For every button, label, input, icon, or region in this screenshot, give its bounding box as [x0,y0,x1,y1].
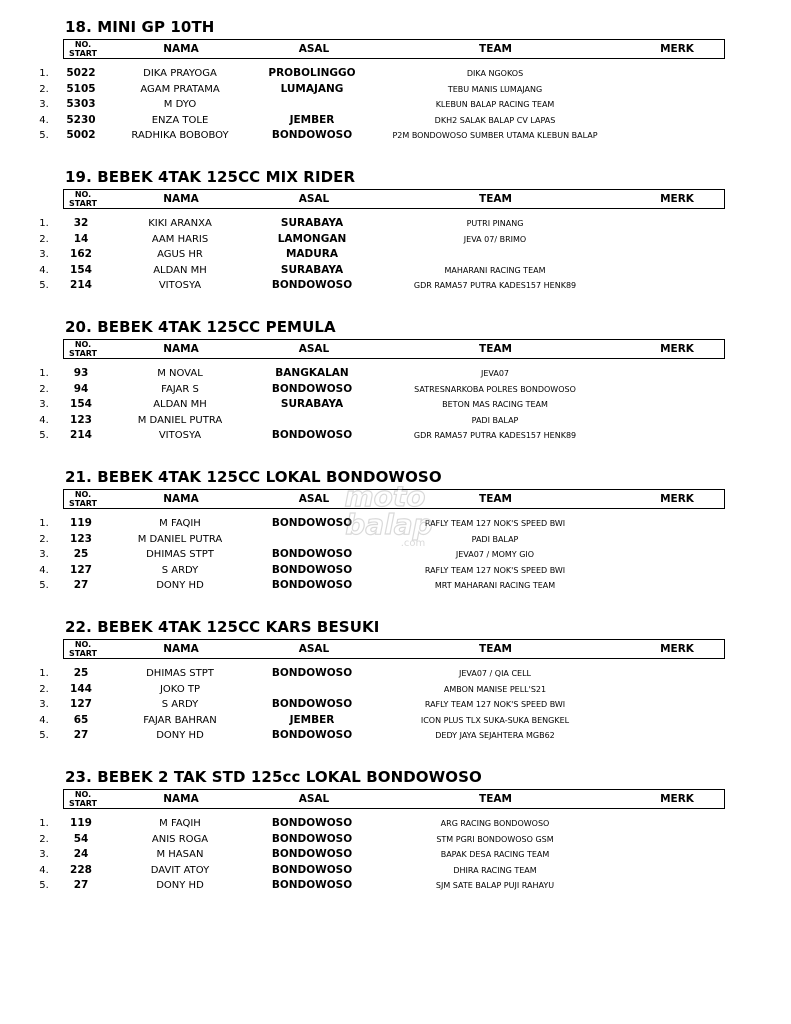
position-cell: 2. [39,383,49,395]
position-cell: 5. [39,130,49,142]
position-cell: 4. [39,414,49,426]
rider-name-cell: AGAM PRATAMA [140,83,220,95]
header-no-start: NO. START [68,40,98,58]
start-number-cell: 127 [70,698,92,711]
origin-cell: BONDOWOSO [271,817,353,829]
start-number-cell: 162 [70,248,92,261]
start-number-cell: 94 [73,382,89,395]
team-cell: P2M BONDOWOSO SUMBER UTAMA KLEBUN BALAP [392,131,598,141]
team-cell: TEBU MANIS LUMAJANG [447,84,543,94]
start-number-cell: 32 [73,217,89,229]
origin-cell: LAMONGAN [277,232,347,245]
header-asal: ASAL [298,43,330,55]
table-row [0,666,791,681]
rider-name-cell: DIKA PRAYOGA [143,68,217,79]
table-row [0,713,791,728]
start-number-cell: 65 [73,713,89,726]
header-no-start: NO. START [68,640,98,658]
team-cell: MRT MAHARANI RACING TEAM [434,581,556,591]
rider-name-cell: FAJAR BAHRAN [143,714,217,726]
start-number-cell: 154 [70,263,92,276]
table-row [0,682,791,697]
origin-cell: BONDOWOSO [271,382,353,395]
header-asal: ASAL [298,793,330,805]
header-asal: ASAL [298,493,330,505]
header-nama: NAMA [163,43,199,55]
race-section [0,467,791,607]
rider-name-cell: S ARDY [161,564,199,576]
header-merk: MERK [660,343,694,355]
table-row [0,397,791,412]
table-row [0,863,791,878]
table-header [63,789,725,809]
table-row [0,232,791,247]
start-number-cell: 144 [70,682,92,695]
header-nama: NAMA [163,643,199,655]
position-cell: 2. [39,533,49,545]
start-number-cell: 119 [70,817,92,829]
table-row [0,66,791,81]
table-row [0,878,791,893]
team-cell: SATRESNARKOBA POLRES BONDOWOSO [414,384,576,394]
header-team: TEAM [479,193,512,205]
position-cell: 1. [39,68,49,79]
rider-name-cell: ALDAN MH [153,264,207,276]
rider-name-cell: DONY HD [156,880,204,892]
origin-cell: BONDOWOSO [271,729,353,742]
rider-name-cell: M HASAN [156,849,204,861]
header-no-start: NO. START [68,790,98,808]
team-cell: BETON MAS RACING TEAM [442,400,548,410]
start-number-cell: 27 [73,879,89,892]
table-row [0,97,791,112]
position-cell: 4. [39,864,49,876]
origin-cell: BONDOWOSO [271,667,353,679]
position-cell: 2. [39,833,49,845]
position-cell: 4. [39,114,49,126]
section-title: 22. BEBEK 4TAK 125CC KARS BESUKI [65,618,380,636]
table-row [0,847,791,862]
team-cell: JEVA 07/ BRIMO [463,234,527,244]
rider-name-cell: M DANIEL PUTRA [137,414,223,426]
table-header [63,639,725,659]
header-asal: ASAL [298,193,330,205]
rider-name-cell: DHIMAS STPT [146,668,214,679]
start-number-cell: 123 [70,532,92,545]
origin-cell: BONDOWOSO [271,563,353,576]
origin-cell: MADURA [285,248,339,261]
header-team: TEAM [479,493,512,505]
section-title: 20. BEBEK 4TAK 125CC PEMULA [65,318,336,336]
team-cell: PADI BALAP [471,415,519,425]
rider-name-cell: DONY HD [156,580,204,592]
start-number-cell: 119 [70,517,92,529]
table-row [0,216,791,231]
section-title: 23. BEBEK 2 TAK STD 125cc LOKAL BONDOWOSO [65,768,482,786]
position-cell: 2. [39,83,49,95]
section-title: 21. BEBEK 4TAK 125CC LOKAL BONDOWOSO [65,468,442,486]
race-section [0,167,791,307]
origin-cell [252,413,372,428]
table-header [63,39,725,59]
table-row [0,816,791,831]
position-cell: 5. [39,430,49,442]
start-number-cell: 27 [73,579,89,592]
rider-name-cell: M FAQIH [159,818,201,829]
header-no-start: NO. START [68,490,98,508]
position-cell: 2. [39,683,49,695]
team-cell [375,247,615,262]
origin-cell: BONDOWOSO [271,863,353,876]
table-row [0,578,791,593]
rider-name-cell: DAVIT ATOY [150,864,210,876]
position-cell: 5. [39,730,49,742]
origin-cell: BONDOWOSO [271,698,353,711]
origin-cell: JEMBER [289,113,335,126]
start-number-cell: 27 [73,729,89,742]
origin-cell: BANGKALAN [275,367,349,379]
origin-cell: BONDOWOSO [271,832,353,845]
team-cell: MAHARANI RACING TEAM [444,265,546,275]
table-row [0,428,791,443]
team-cell: SJM SATE BALAP PUJI RAHAYU [435,881,555,891]
rider-name-cell: FAJAR S [161,383,199,395]
table-row [0,278,791,293]
start-number-cell: 214 [70,279,92,292]
start-number-cell: 5105 [66,82,96,95]
origin-cell [252,532,372,547]
table-row [0,728,791,743]
team-cell: JEVA07 / QIA CELL [458,669,532,678]
origin-cell: BONDOWOSO [271,579,353,592]
team-cell: GDR RAMA57 PUTRA KADES157 HENK89 [413,281,577,291]
team-cell: ICON PLUS TLX SUKA-SUKA BENGKEL [420,715,570,725]
team-cell: PUTRI PINANG [466,219,524,228]
header-no-start: NO. START [68,190,98,208]
rider-name-cell: M DANIEL PUTRA [137,533,223,545]
team-cell: DHIRA RACING TEAM [453,865,537,875]
start-number-cell: 25 [73,548,89,561]
race-section [0,617,791,757]
race-section [0,17,791,157]
race-section [0,317,791,457]
start-number-cell: 14 [73,232,89,245]
table-header [63,189,725,209]
section-title: 18. MINI GP 10TH [65,18,215,36]
team-cell: RAFLY TEAM 127 NOK'S SPEED BWI [424,565,566,575]
table-row [0,82,791,97]
position-cell: 5. [39,280,49,292]
rider-name-cell: M FAQIH [159,518,201,529]
team-cell: PADI BALAP [471,534,519,544]
origin-cell: BONDOWOSO [271,848,353,861]
header-nama: NAMA [163,343,199,355]
rider-name-cell: VITOSYA [158,430,202,442]
position-cell: 3. [39,249,49,261]
position-cell: 1. [39,668,49,679]
start-number-cell: 5230 [66,113,96,126]
rider-name-cell: ALDAN MH [153,399,207,411]
header-nama: NAMA [163,193,199,205]
team-cell: JEVA07 / MOMY GIO [455,550,535,560]
header-nama: NAMA [163,793,199,805]
rider-name-cell: AGUS HR [157,249,203,261]
header-team: TEAM [479,793,512,805]
position-cell: 4. [39,714,49,726]
start-number-cell: 154 [70,398,92,411]
header-asal: ASAL [298,343,330,355]
team-cell: JEVA07 [480,369,510,378]
position-cell: 3. [39,699,49,711]
position-cell: 4. [39,264,49,276]
team-cell: RAFLY TEAM 127 NOK'S SPEED BWI [424,700,566,710]
position-cell: 3. [39,399,49,411]
position-cell: 3. [39,849,49,861]
position-cell: 1. [39,368,49,379]
header-merk: MERK [660,643,694,655]
table-row [0,113,791,128]
position-cell: 1. [39,518,49,529]
position-cell: 5. [39,880,49,892]
origin-cell: BONDOWOSO [271,879,353,892]
watermark-line2: balap [345,508,433,541]
origin-cell: SURABAYA [280,217,344,229]
team-cell: RAFLY TEAM 127 NOK'S SPEED BWI [424,519,566,528]
start-number-cell: 5303 [66,98,96,111]
rider-name-cell: S ARDY [161,699,199,711]
team-cell: AMBON MANISE PELL'S21 [443,684,547,694]
start-number-cell: 54 [73,832,89,845]
header-no-start: NO. START [68,340,98,358]
origin-cell: SURABAYA [280,398,344,411]
position-cell: 4. [39,564,49,576]
rider-name-cell: ANIS ROGA [151,833,209,845]
table-row [0,382,791,397]
start-number-cell: 5002 [66,129,96,142]
position-cell: 3. [39,549,49,561]
team-cell: DIKA NGOKOS [466,69,524,78]
origin-cell: JEMBER [289,713,335,726]
position-cell: 1. [39,218,49,229]
table-header [63,339,725,359]
table-header [63,489,725,509]
table-row [0,263,791,278]
header-team: TEAM [479,643,512,655]
table-row [0,547,791,562]
race-section [0,767,791,907]
start-number-cell: 123 [70,413,92,426]
header-merk: MERK [660,793,694,805]
table-row [0,413,791,428]
table-row [0,563,791,578]
section-title: 19. BEBEK 4TAK 125CC MIX RIDER [65,168,356,186]
rider-name-cell: ENZA TOLE [151,114,209,126]
header-nama: NAMA [163,493,199,505]
origin-cell [252,97,372,112]
rider-name-cell: M DYO [163,99,197,111]
start-number-cell: 127 [70,563,92,576]
start-number-cell: 214 [70,429,92,442]
team-cell: DEDY JAYA SEJAHTERA MGB62 [435,731,555,741]
origin-cell: PROBOLINGGO [268,67,356,79]
watermark-line3: .com [400,538,426,549]
origin-cell [252,682,372,697]
team-cell: KLEBUN BALAP RACING TEAM [435,100,555,110]
origin-cell: BONDOWOSO [271,279,353,292]
header-team: TEAM [479,43,512,55]
table-row [0,697,791,712]
team-cell: DKH2 SALAK BALAP CV LAPAS [434,115,556,125]
table-row [0,366,791,381]
position-cell: 2. [39,233,49,245]
table-row [0,832,791,847]
position-cell: 1. [39,818,49,829]
table-row [0,247,791,262]
header-merk: MERK [660,493,694,505]
origin-cell: BONDOWOSO [271,517,353,529]
start-number-cell: 5022 [66,67,96,79]
start-number-cell: 93 [73,367,89,379]
rider-name-cell: JOKO TP [159,683,201,695]
start-number-cell: 24 [73,848,89,861]
watermark-line1: moto [344,480,426,513]
origin-cell: BONDOWOSO [271,429,353,442]
origin-cell: BONDOWOSO [271,129,353,142]
rider-name-cell: M NOVAL [157,368,203,379]
rider-name-cell: DONY HD [156,730,204,742]
team-cell: GDR RAMA57 PUTRA KADES157 HENK89 [413,431,577,441]
rider-name-cell: AAM HARIS [151,233,209,245]
rider-name-cell: KIKI ARANXA [148,218,212,229]
position-cell: 3. [39,99,49,111]
table-row [0,516,791,531]
origin-cell: BONDOWOSO [271,548,353,561]
table-row [0,128,791,143]
start-number-cell: 25 [73,667,89,679]
rider-name-cell: RADHIKA BOBOBOY [131,130,229,142]
header-merk: MERK [660,43,694,55]
origin-cell: SURABAYA [280,263,344,276]
rider-name-cell: DHIMAS STPT [146,549,214,561]
position-cell: 5. [39,580,49,592]
team-cell: BAPAK DESA RACING TEAM [440,850,550,860]
rider-name-cell: VITOSYA [158,280,202,292]
team-cell: ARG RACING BONDOWOSO [440,819,550,828]
header-asal: ASAL [298,643,330,655]
header-merk: MERK [660,193,694,205]
origin-cell: LUMAJANG [280,82,344,95]
table-row [0,532,791,547]
header-team: TEAM [479,343,512,355]
start-number-cell: 228 [70,863,92,876]
team-cell: STM PGRI BONDOWOSO GSM [436,834,554,844]
